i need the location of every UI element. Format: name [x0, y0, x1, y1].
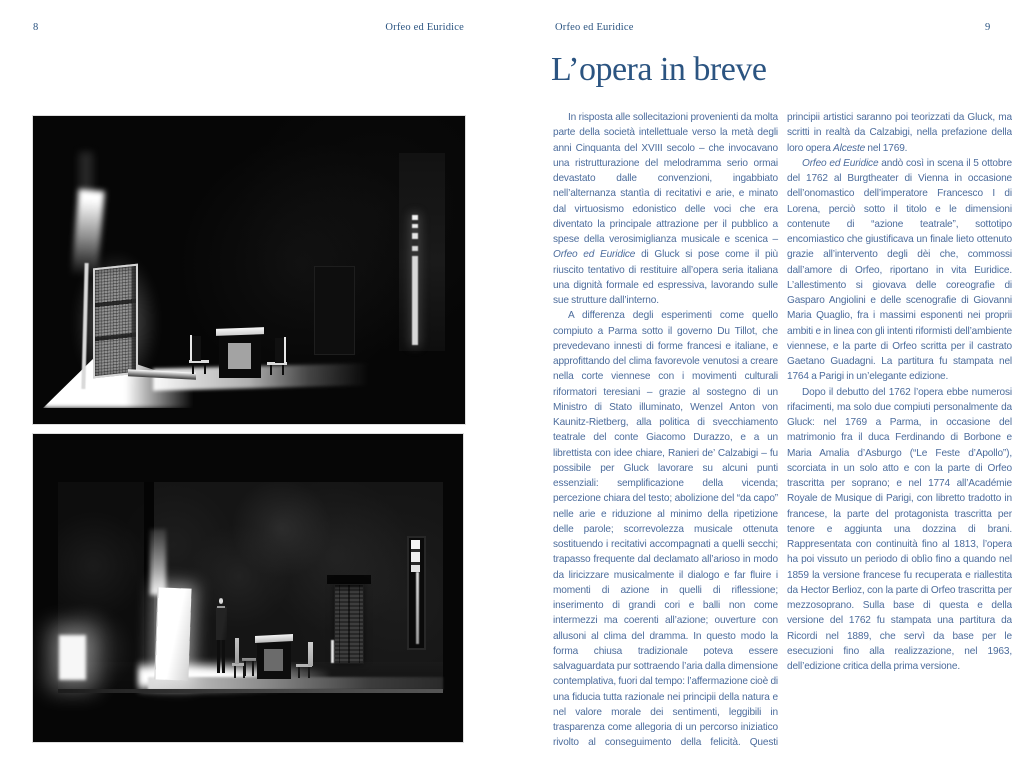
photo1-chair-left-silhouette [188, 335, 212, 375]
photo2-open-door-bright-shape [154, 587, 191, 680]
article-text [553, 110, 1012, 754]
photo2-window-light-line [416, 572, 419, 644]
body-paragraph [787, 385, 1012, 675]
photo2-stage-front-edge [58, 689, 443, 693]
photo2-window-frame-shape [407, 536, 426, 650]
photo2-window-panes-light [411, 540, 420, 572]
italic-text-run: Alceste [833, 142, 866, 154]
running-head-left: Orfeo ed Euridice [385, 22, 464, 33]
text-run: Dopo il debutto del 1762 l’opera ebbe numerosi rifacimenti, ma solo due compiuti personalmente da Gluck: nel 1769 a Parma, in occasione del matrimonio fra il duca Ferdinando di Borbone e Maria Amalia d’Asburgo (“Le Feste d’Apollo”), scorciata in un solo atto e con la parte di Orfeo trascritta per soprano; e nel 1774 all’Académie Royale de Musique di Parigi, con libretto tradotto in francese, la parte del protagonista trascritta per tenore e aggiunta una dozzina di brani. Rappresentata con continuità fino al 1813, l’opera ha poi vissuto un periodo di oblìo fino a quando nel 1859 la versione francese fu recuperata e riallestita da Hector Berlioz, con la parte di Orfeo trascritta per mezzosoprano. Sulla base di questa e della versione del 1762 fu stampata una partitura da Ricordi nel 1889, che servì da base per le esecuzioni fino alla realizzazione, nel 1963, dell’edizione critica della prima versione. [787, 386, 1012, 672]
body-paragraph [553, 110, 778, 308]
text-run: andò così in scena il 5 ottobre del 1762 al Burgtheater di Vienna in occasione dell’onomastico dell’imperatore Francesco I di Lorena, perciò sotto il titolo e le dimensioni contenute di “azione teatrale”, sottotipo encomiastico che giustificava un finale lieto ottenuto grazie all’intervento degli dèi che, commossi dall’amore di Orfeo, riportano in vita Euridice. L’allestimento si giovava delle coreografie di Gasparo Angiolini e delle scenografie di Giovanni Maria Quaglio, fra i massimi esponenti nei proprii ambiti e in linea con gli intenti riformisti dell’ambiente viennese, e la parte di Orfeo scritta per il castrato Gaetano Guadagni. La partitura fu stampata nel 1764 a Parigi in un’elegante edizione. [787, 157, 1012, 383]
text-run: di Gluck si pose come il più riuscito tentativo di restituire all’opera seria italiana una dignità formale ed espressiva, lavorando sulle sue strutture dall’interno. [553, 249, 778, 306]
photo2-standing-figure-silhouette [212, 597, 230, 673]
photo1-closed-door-shape [314, 266, 355, 355]
text-run: A differenza degli esperimenti come quello compiuto a Parma sotto il governo Du Tillot, che prevedevano innesti di forme francesi e italiane, e approfittando del clima favorevole venutosi a creare nella corte viennese con i movimenti culturali riformatori teresiani – grazie al sostegno di un Ministro di Stato illuminato, Wenzel Anton von Kaunitz-Rietberg, alla politica di svecchiamento teatrale del conte Giacomo Durazzo, e a un librettista con idee chiare, Ranieri de’ Calzabigi – fu possibile per Gluck lavorare su alcuni punti essenziali: semplificazione della vicenda; percezione chiara del testo; abolizione del “da capo” nelle arie e riduzione al minimo della ripetizione delle parole; scorrevolezza musicale ottenuta sostituendo i recitativi accompagnati a quelli secchi; trapasso frequente dal declamato all’arioso in modo da liricizzare musicalmente il dialogo e far fluire i momenti di azione in quelli di riflessione; inserimento di grandi cori e balli non come intermezzi ma coerenti all’azione; ouverture con allusoni al clima del dramma. In questo modo la forma chiusa tradizionale poteva essere salvaguardata pur sottraendo l’aria dalla dimensione contemplativa, fuori dal tempo: l’affermazione cioè di una fiducia tutta razionale nei principii della natura e nel valore morale dei sentimenti, leggibili in trasparenza come allegoria di un percorso iniziatico rivolto al conseguimento della felicità. Questi principii artistici saranno poi teorizzati da Gluck, ma scritti in realtà da Calzabigi, nella prefazione della loro opera [553, 112, 1012, 749]
text-run: nel 1769. [865, 142, 908, 154]
photo2-glowing-box-shape [59, 635, 86, 680]
photo1-chair-right-silhouette [264, 337, 288, 375]
photo1-window-slit-shape [412, 215, 418, 345]
page-title: L’opera in breve [551, 51, 767, 88]
text-run: In risposta alle sollecitazioni provenienti da molta parte della società intellettuale verso la metà degli anni Cinquanta del XVIII secolo – che invocavano una ristrutturazione del melodramma serio ormai devastato dalle convenzioni, ingabbiato nell’alternanza stantìa di recitativi e arie, e minato dal virtuosismo edonistico delle voci che era diventato la principale attrazione per il pubblico a spese della verosimiglianza musicale e scenica – [553, 112, 778, 245]
stage-model-photo-bottom [32, 433, 464, 743]
photo1-open-screen-door-shape [93, 264, 138, 379]
photo2-table-shape [257, 639, 291, 679]
photo2-light-column [150, 529, 166, 595]
photo1-right-wall-band [399, 153, 445, 351]
photo2-stool-shape [242, 658, 256, 677]
photo2-closed-louvered-door-shape [334, 584, 364, 664]
photo2-chair-right-shape [294, 642, 315, 678]
body-paragraph [787, 156, 1012, 385]
photo2-door-light-sliver [331, 640, 334, 663]
photo2-door-lintel [327, 575, 371, 584]
running-head-right: Orfeo ed Euridice [555, 22, 634, 33]
page-number-left: 8 [33, 22, 39, 33]
stage-model-photo-top [32, 115, 466, 425]
page-number-right: 9 [985, 22, 991, 33]
italic-text-run: Orfeo ed Euridice [802, 157, 879, 169]
photo2-corner-haze [43, 604, 133, 694]
photo1-table-silhouette [219, 332, 261, 378]
italic-text-run: Orfeo ed Euridice [553, 249, 636, 261]
